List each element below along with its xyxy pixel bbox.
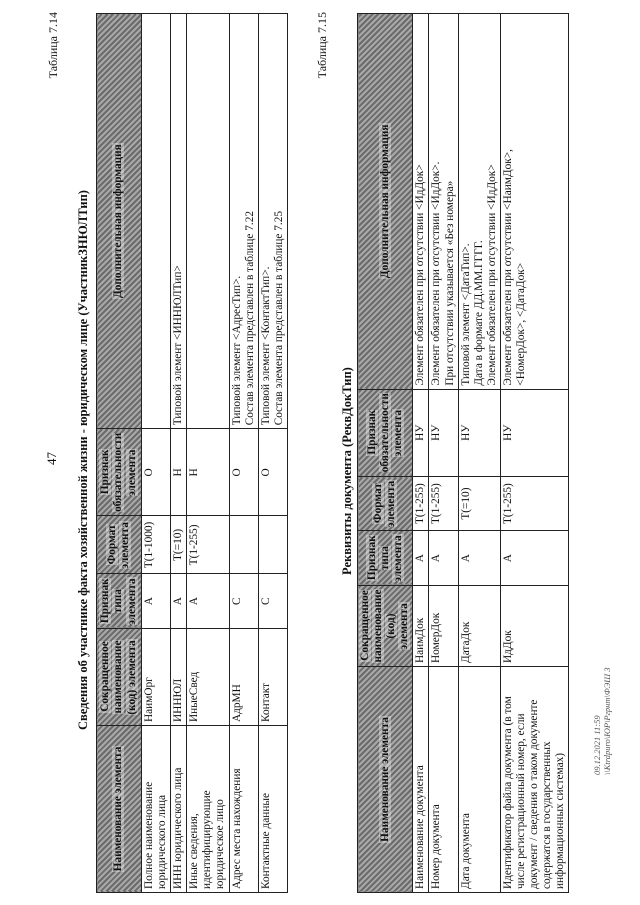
table-cell: T(1-255): [413, 476, 429, 531]
table1-header-3: Формат элемента: [97, 516, 142, 574]
table1-label: Таблица 7.14: [46, 12, 60, 79]
table-cell: ДатаДок: [458, 585, 500, 666]
table-cell: НаимДок: [413, 585, 429, 666]
table-cell: ИдДок: [500, 585, 568, 666]
table-cell: T(1-255): [187, 516, 229, 574]
table-cell: Иные сведения, идентифицирующие юридическое лицо: [187, 726, 229, 893]
table-row: [413, 14, 429, 893]
table-cell: А: [187, 574, 229, 629]
table-cell: А: [429, 531, 458, 586]
footer-path: \\Ktrdpuro\ЮР\Ргрнт\ФЭШ 3: [602, 667, 613, 775]
table-cell: [142, 14, 171, 429]
table-cell: ИНН юридического лица: [171, 726, 187, 893]
table-cell: Наименование документа: [413, 667, 429, 893]
table-cell: Идентификатор файла документа (в том числе регистрационный номер, если документ / сведения о таком документе содержатся в государственных информационных системах): [500, 667, 568, 893]
table2-label: Таблица 7.15: [315, 12, 329, 79]
table-row: [142, 14, 171, 893]
table-cell: Н: [187, 429, 229, 516]
table1-header-row: [97, 14, 142, 893]
table-cell: С: [258, 574, 287, 629]
table-cell: НомерДок: [429, 585, 458, 666]
table-cell: НУ: [413, 389, 429, 476]
table2: [357, 13, 569, 893]
page-number: 47: [44, 452, 59, 465]
table-cell: Адрес места нахождения: [229, 726, 258, 893]
table-cell: Типовой элемент <КонтактТип>. Состав элемента представлен в таблице 7.25: [258, 14, 287, 429]
table-cell: Дата документа: [458, 667, 500, 893]
table1-header-1: Сокращенное наименование (код) элемента: [97, 629, 142, 726]
table1-title: Сведения об участнике факта хозяйственной жизни - юридическом лице (УчастникЗНЮЛТип): [76, 190, 90, 730]
table2-header-row: [358, 14, 413, 893]
table-cell: [187, 14, 229, 429]
table-cell: Типовой элемент <ДатаТип>. Дата в формате ДД.ММ.ГГГГ. Элемент обязателен при отсутствии <ИдДок>: [458, 14, 500, 390]
table-cell: Типовой элемент <ИННЮЛТип>: [171, 14, 187, 429]
table1: [96, 13, 288, 893]
table-cell: А: [171, 574, 187, 629]
table1-header-0: Наименование элемента: [97, 726, 142, 893]
table-row: [187, 14, 229, 893]
table-cell: T(=10): [171, 516, 187, 574]
table-cell: А: [458, 531, 500, 586]
table-cell: А: [413, 531, 429, 586]
footer-stamp: [592, 667, 612, 775]
table-cell: Элемент обязателен при отсутствии <НаимДок>, <НомерДок>, <ДатаДок>: [500, 14, 568, 390]
table2-header-5: Дополнительная информация: [358, 14, 413, 390]
table-cell: Номер документа: [429, 667, 458, 893]
table-row: [458, 14, 500, 893]
table-cell: Полное наименование юридического лица: [142, 726, 171, 893]
table-row: [429, 14, 458, 893]
table-cell: О: [142, 429, 171, 516]
table-cell: А: [142, 574, 171, 629]
table-cell: ИныеСвед: [187, 629, 229, 726]
table-cell: [229, 516, 258, 574]
table2-header-4: Признак обязательности элемента: [358, 389, 413, 476]
table2-header-1: Сокращенное наименование (код) элемента: [358, 585, 413, 666]
table-cell: [258, 516, 287, 574]
table-cell: ИННЮЛ: [171, 629, 187, 726]
table-cell: НУ: [458, 389, 500, 476]
table-cell: Типовой элемент <АдресТип>. Состав элемента представлен в таблице 7.22: [229, 14, 258, 429]
table-cell: НУ: [500, 389, 568, 476]
table-cell: T(1-255): [500, 476, 568, 531]
table-cell: T(=10): [458, 476, 500, 531]
table-cell: О: [258, 429, 287, 516]
table2-header-2: Признак типа элемента: [358, 531, 413, 586]
table-row: [500, 14, 568, 893]
table1-header-4: Признак обязательности элемента: [97, 429, 142, 516]
table-cell: АдрМН: [229, 629, 258, 726]
table-row: [229, 14, 258, 893]
table2-title: Реквизиты документа (РеквДокТип): [340, 367, 354, 575]
table1-body: [142, 14, 288, 893]
table-cell: А: [500, 531, 568, 586]
table-row: [171, 14, 187, 893]
table-cell: НаимОрг: [142, 629, 171, 726]
table-cell: Элемент обязателен при отсутствии <ИдДок>: [413, 14, 429, 390]
table1-header-5: Дополнительная информация: [97, 14, 142, 429]
footer-date: 09.12.2021 11:59: [592, 715, 602, 775]
table-cell: О: [229, 429, 258, 516]
table2-body: [413, 14, 569, 893]
table-cell: Контактные данные: [258, 726, 287, 893]
table2-header-0: Наименование элемента: [358, 667, 413, 893]
table-cell: Элемент обязателен при отсутствии <ИдДок>. При отсутствии указывается «Без номера»: [429, 14, 458, 390]
table-cell: Н: [171, 429, 187, 516]
table-cell: T(1-255): [429, 476, 458, 531]
table-cell: НУ: [429, 389, 458, 476]
table-cell: T(1-1000): [142, 516, 171, 574]
table-row: [258, 14, 287, 893]
table1-header-2: Признак типа элемента: [97, 574, 142, 629]
table2-header-3: Формат элемента: [358, 476, 413, 531]
table-cell: Контакт: [258, 629, 287, 726]
table-cell: С: [229, 574, 258, 629]
